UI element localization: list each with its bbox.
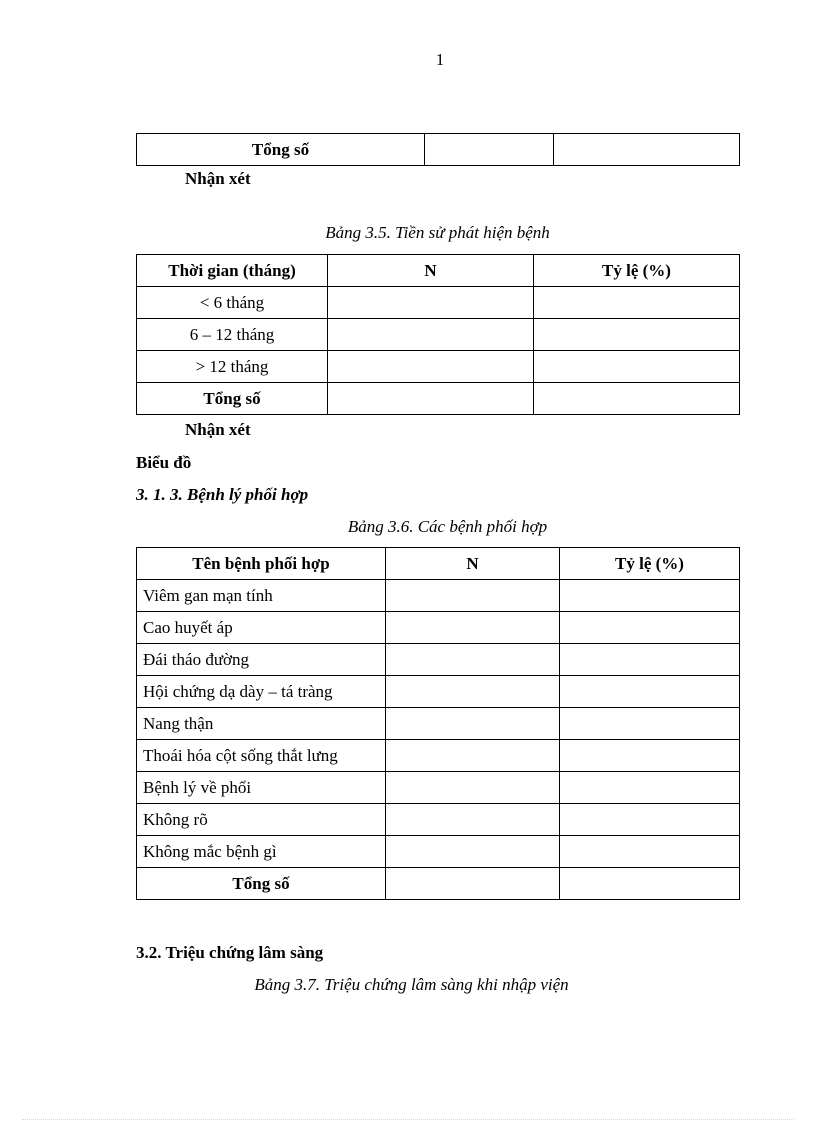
- row-label: Hội chứng dạ dày – tá tràng: [137, 676, 386, 708]
- total-label-cell: Tổng số: [137, 868, 386, 900]
- table-cell: [328, 319, 534, 351]
- table-cell: [560, 708, 740, 740]
- table-row: [137, 676, 740, 708]
- row-label: > 12 tháng: [137, 351, 328, 383]
- table-total-row: [137, 868, 740, 900]
- table-cell: [560, 740, 740, 772]
- column-header: Tỷ lệ (%): [560, 548, 740, 580]
- row-label: Nang thận: [137, 708, 386, 740]
- table-header-row: [137, 255, 740, 287]
- table-caption: Bảng 3.5. Tiền sử phát hiện bệnh: [325, 223, 550, 242]
- column-header: N: [328, 255, 534, 287]
- table-row: [137, 836, 740, 868]
- column-header: Tên bệnh phối hợp: [137, 548, 386, 580]
- column-header: Tỷ lệ (%): [534, 255, 740, 287]
- table-total-row: [137, 383, 740, 415]
- table-cell: [386, 676, 560, 708]
- table-caption: Bảng 3.7. Triệu chứng lâm sàng khi nhập viện: [254, 975, 569, 994]
- table-row: [137, 740, 740, 772]
- row-label: Viêm gan mạn tính: [137, 580, 386, 612]
- section-heading: 3.2. Triệu chứng lâm sàng: [136, 943, 324, 962]
- row-label: Cao huyết áp: [137, 612, 386, 644]
- table-row: [137, 708, 740, 740]
- column-header: N: [386, 548, 560, 580]
- table-row: [137, 351, 740, 383]
- section-heading: 3. 1. 3. Bệnh lý phối hợp: [136, 485, 309, 504]
- row-label: Bệnh lý về phổi: [137, 772, 386, 804]
- table-cell: [534, 351, 740, 383]
- page-bottom-divider: [22, 1119, 794, 1120]
- table-cell: [560, 868, 740, 900]
- table-cell: [386, 836, 560, 868]
- row-label: 6 – 12 tháng: [137, 319, 328, 351]
- total-label-cell: Tổng số: [137, 134, 425, 166]
- chart-heading: Biểu đồ: [136, 453, 192, 472]
- table-caption: Bảng 3.6. Các bệnh phối hợp: [347, 517, 548, 536]
- table-cell: [328, 383, 534, 415]
- top-total-table: [136, 133, 740, 166]
- table-cell: [328, 351, 534, 383]
- table-cell: [560, 772, 740, 804]
- row-label: Thoái hóa cột sống thắt lưng: [137, 740, 386, 772]
- table-cell: [534, 319, 740, 351]
- table-cell: [560, 612, 740, 644]
- table-cell: [560, 580, 740, 612]
- table-row: [137, 612, 740, 644]
- table-row: [137, 287, 740, 319]
- table-cell: [560, 836, 740, 868]
- total-label-cell: Tổng số: [137, 383, 328, 415]
- row-label: Đái tháo đường: [137, 644, 386, 676]
- table-cell: [386, 804, 560, 836]
- table-row: [137, 134, 740, 166]
- note-label: Nhận xét: [185, 420, 251, 439]
- table-row: [137, 804, 740, 836]
- table-cell: [560, 644, 740, 676]
- row-label: Không mắc bệnh gì: [137, 836, 386, 868]
- table-cell: [386, 612, 560, 644]
- table-cell: [328, 287, 534, 319]
- note-label: Nhận xét: [185, 169, 251, 188]
- table-cell: [560, 676, 740, 708]
- row-label: Không rõ: [137, 804, 386, 836]
- table-3-6: [136, 547, 740, 900]
- column-header: Thời gian (tháng): [137, 255, 328, 287]
- table-3-5: [136, 254, 740, 415]
- table-header-row: [137, 548, 740, 580]
- table-row: [137, 580, 740, 612]
- table-cell: [560, 804, 740, 836]
- table-row: [137, 319, 740, 351]
- table-cell: [386, 772, 560, 804]
- table-cell: [554, 134, 740, 166]
- table-cell: [425, 134, 554, 166]
- table-row: [137, 644, 740, 676]
- table-cell: [386, 708, 560, 740]
- table-cell: [534, 383, 740, 415]
- table-row: [137, 772, 740, 804]
- table-cell: [534, 287, 740, 319]
- table-cell: [386, 580, 560, 612]
- table-cell: [386, 868, 560, 900]
- table-cell: [386, 740, 560, 772]
- table-cell: [386, 644, 560, 676]
- row-label: < 6 tháng: [137, 287, 328, 319]
- page-number: 1: [435, 50, 445, 69]
